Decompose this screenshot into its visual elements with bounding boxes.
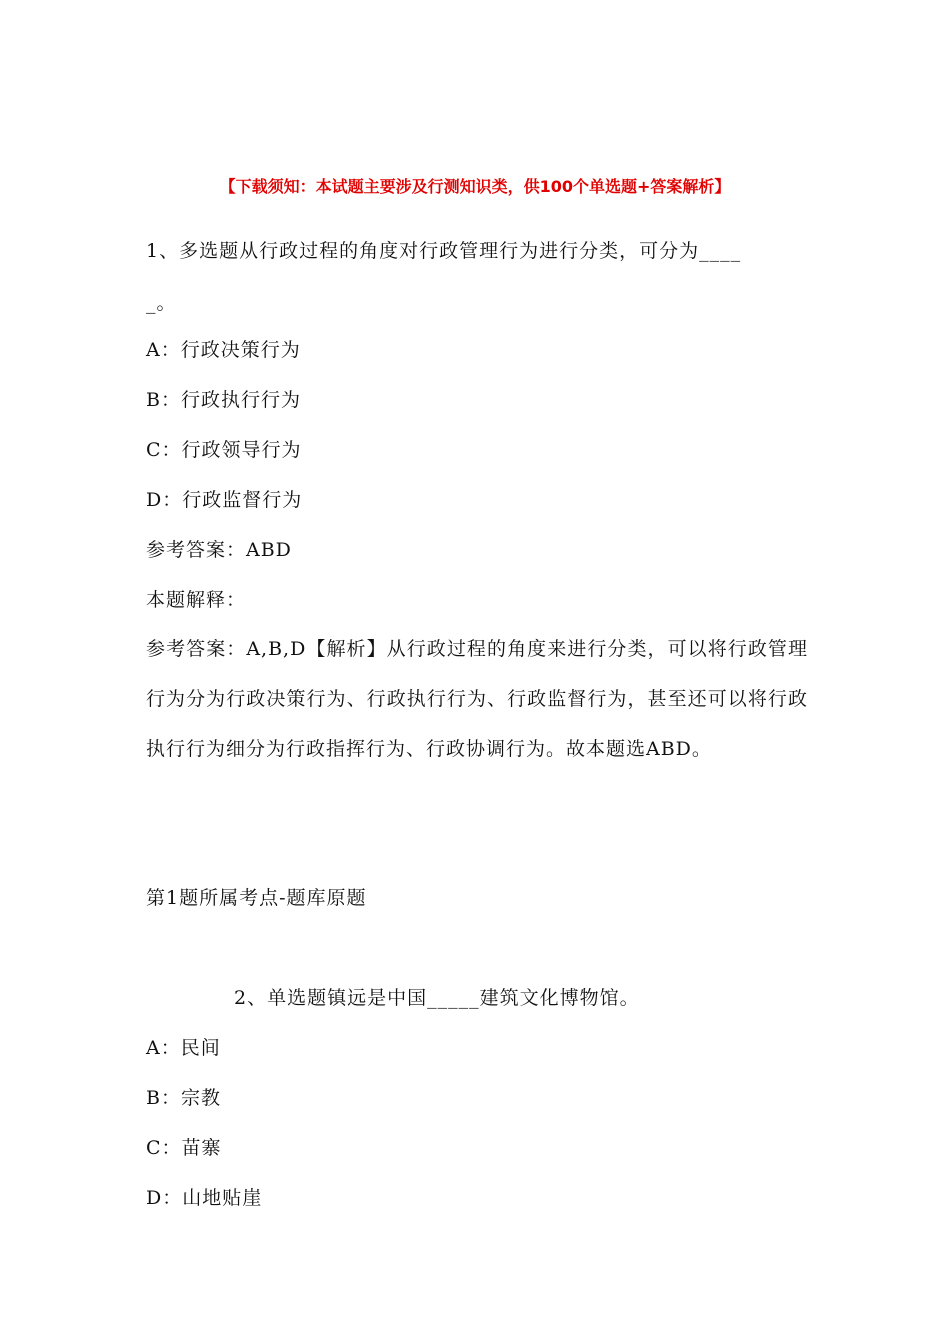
q2-option-d: D：山地贴崖 xyxy=(146,1187,263,1209)
q2-option-c: C：苗寨 xyxy=(146,1137,222,1159)
q1-option-c: C：行政领导行为 xyxy=(146,439,302,461)
download-notice: 【下载须知：本试题主要涉及行测知识类，供100个单选题+答案解析】 xyxy=(219,177,731,196)
q2-question: 2、单选题镇远是中国_____建筑文化博物馆。 xyxy=(234,987,640,1009)
q1-option-d: D：行政监督行为 xyxy=(146,489,303,511)
q1-question-line1: 1、多选题从行政过程的角度对行政管理行为进行分类，可分为____ xyxy=(146,240,742,262)
q1-explanation: 参考答案：A,B,D【解析】从行政过程的角度来进行分类，可以将行政管理行为分为行政决策行为、行政执行行为、行政监督行为，甚至还可以将行政执行行为细分为行政指挥行为、行政协调行为。故本题选ABD。 xyxy=(146,638,808,760)
q2-option-a: A：民间 xyxy=(146,1037,221,1059)
q1-topic: 第1题所属考点-题库原题 xyxy=(146,887,367,909)
q1-answer: 参考答案：ABD xyxy=(146,539,292,561)
q1-option-a: A：行政决策行为 xyxy=(146,339,301,361)
q1-option-b: B：行政执行行为 xyxy=(146,389,301,411)
q1-explanation-label: 本题解释： xyxy=(146,589,247,611)
q2-option-b: B：宗教 xyxy=(146,1087,221,1109)
q1-question-line2: _。 xyxy=(146,292,177,314)
